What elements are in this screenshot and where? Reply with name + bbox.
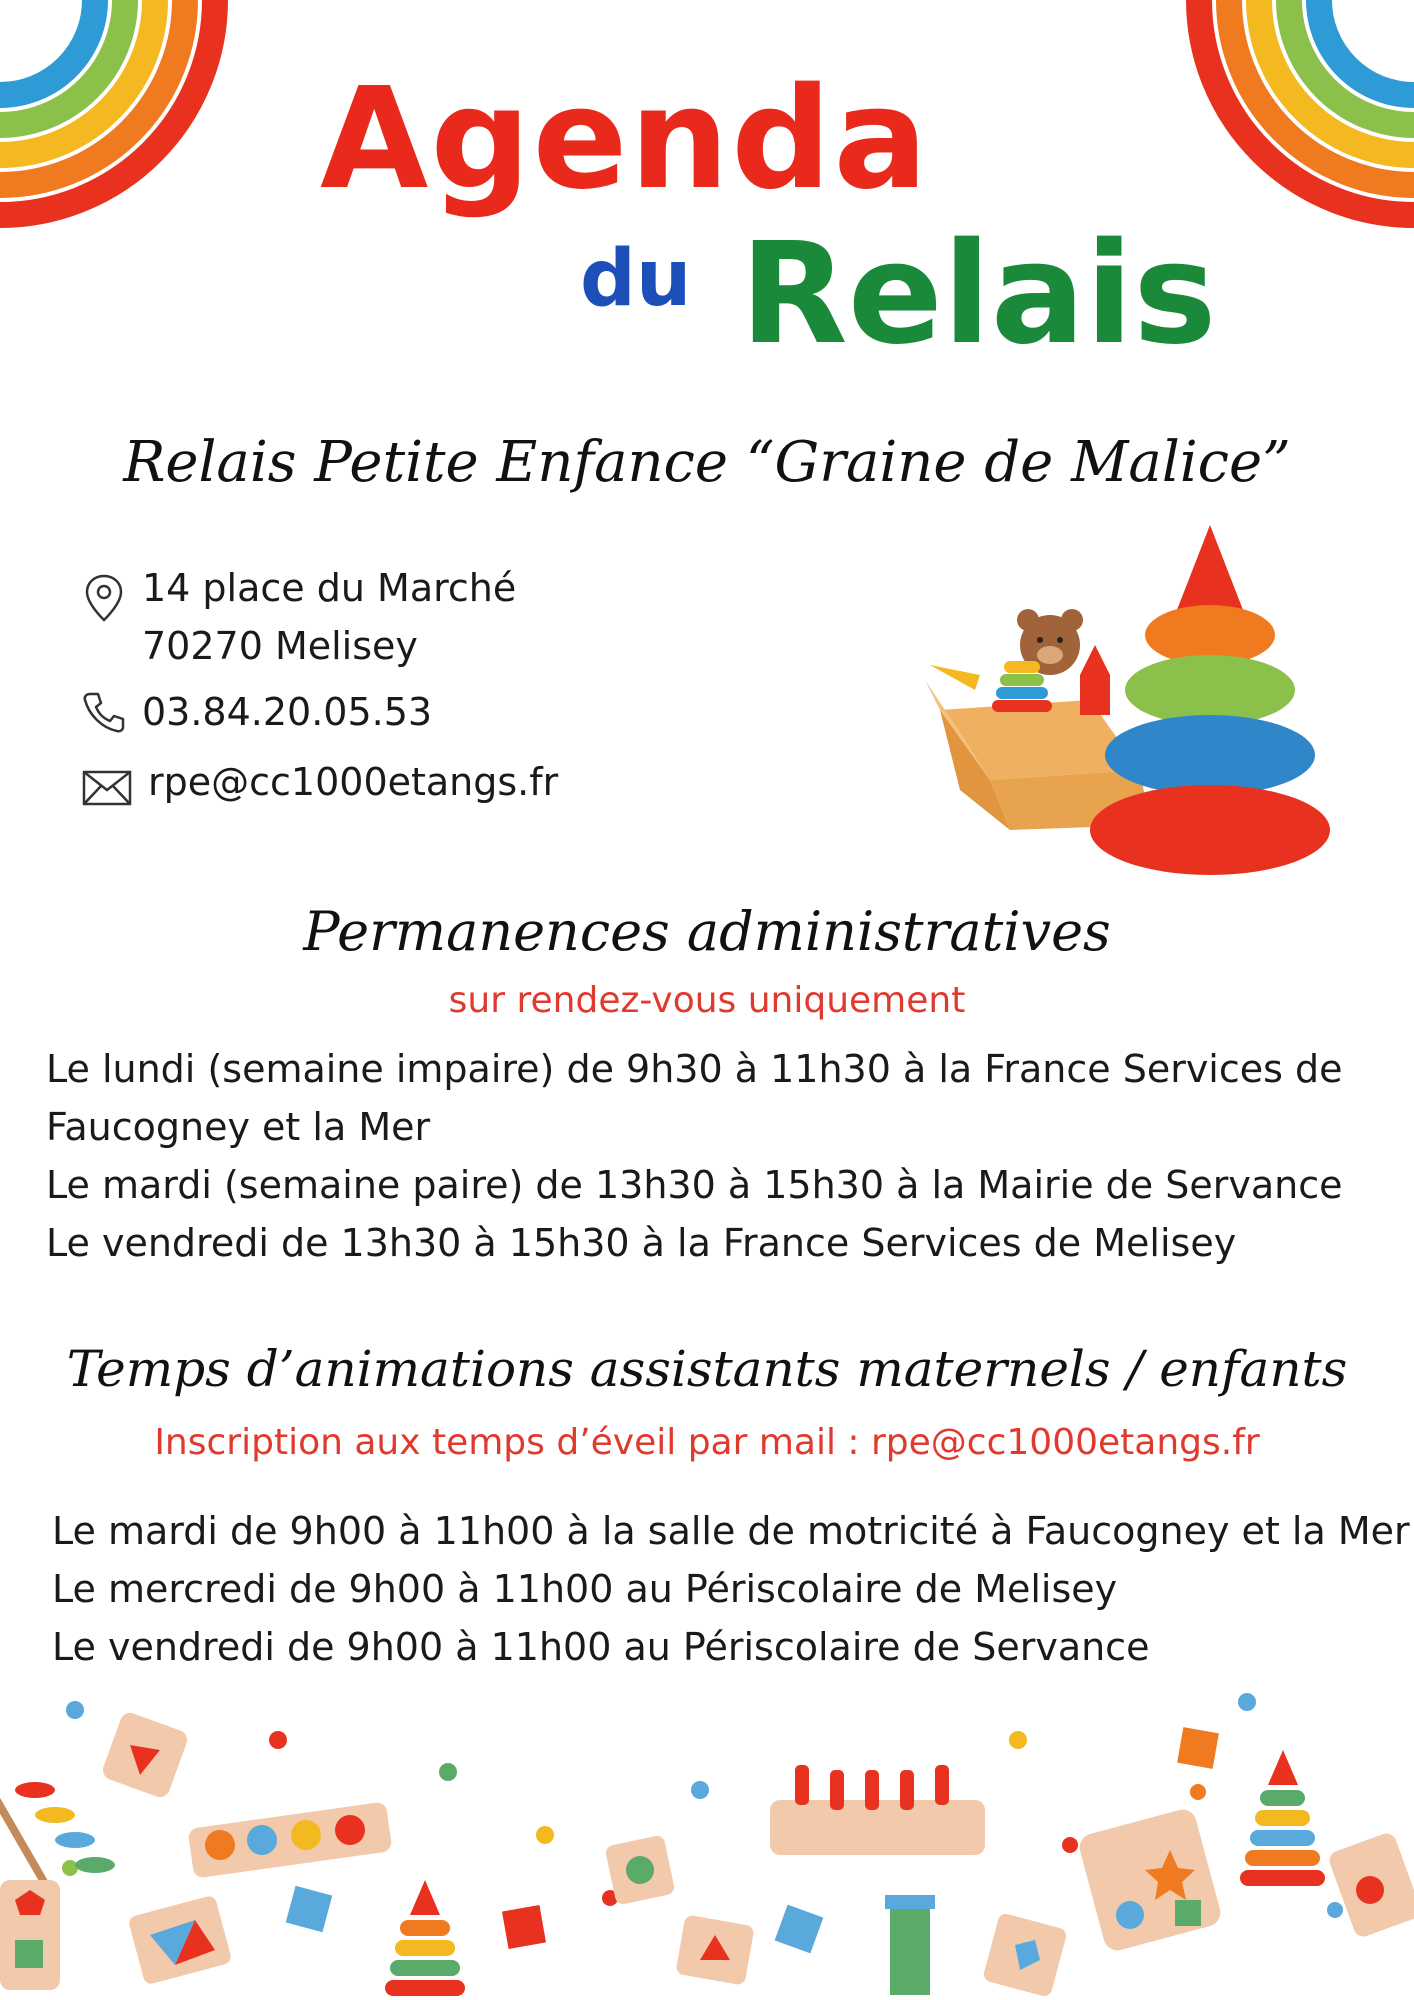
title-du: du <box>580 234 692 324</box>
permanence-line: Le mardi (semaine paire) de 13h30 à 15h30 à la Mairie de Servance <box>46 1163 1343 1207</box>
email-link[interactable]: rpe@cc1000etangs.fr <box>148 760 559 804</box>
animations-list <box>52 1502 1410 1676</box>
toys-border-icon <box>0 1690 1414 2000</box>
permanences-title: Permanences administratives <box>303 900 1111 963</box>
permanence-line: Faucogney et la Mer <box>46 1105 431 1149</box>
permanences-list <box>46 1040 1343 1272</box>
permanence-line: Le lundi (semaine impaire) de 9h30 à 11h30 à la France Services de <box>46 1047 1343 1091</box>
rainbow-top-left-icon <box>0 0 260 230</box>
permanences-subtitle: sur rendez-vous uniquement <box>448 980 966 1021</box>
animation-line: Le mardi de 9h00 à 11h00 à la salle de motricité à Faucogney et la Mer <box>52 1509 1410 1553</box>
rainbow-top-right-icon <box>1154 0 1414 230</box>
toys-illustration-icon <box>920 525 1340 885</box>
address-line2: 70270 Melisey <box>142 624 418 668</box>
title-relais: Relais <box>740 213 1217 376</box>
animations-title: Temps d’animations assistants maternels / enfants <box>66 1340 1348 1398</box>
map-pin-icon <box>82 572 126 624</box>
organization-name: Relais Petite Enfance “Graine de Malice” <box>123 430 1291 495</box>
phone-icon <box>82 690 126 734</box>
title-agenda: Agenda <box>320 58 930 221</box>
animation-line: Le vendredi de 9h00 à 11h00 au Périscolaire de Servance <box>52 1625 1150 1669</box>
address-line1: 14 place du Marché <box>142 566 517 610</box>
envelope-icon <box>82 770 132 806</box>
permanence-line: Le vendredi de 13h30 à 15h30 à la France Services de Melisey <box>46 1221 1237 1265</box>
animation-line: Le mercredi de 9h00 à 11h00 au Périscolaire de Melisey <box>52 1567 1118 1611</box>
phone-number[interactable]: 03.84.20.05.53 <box>142 690 433 734</box>
animations-subtitle: Inscription aux temps d’éveil par mail : rpe@cc1000etangs.fr <box>154 1422 1260 1463</box>
